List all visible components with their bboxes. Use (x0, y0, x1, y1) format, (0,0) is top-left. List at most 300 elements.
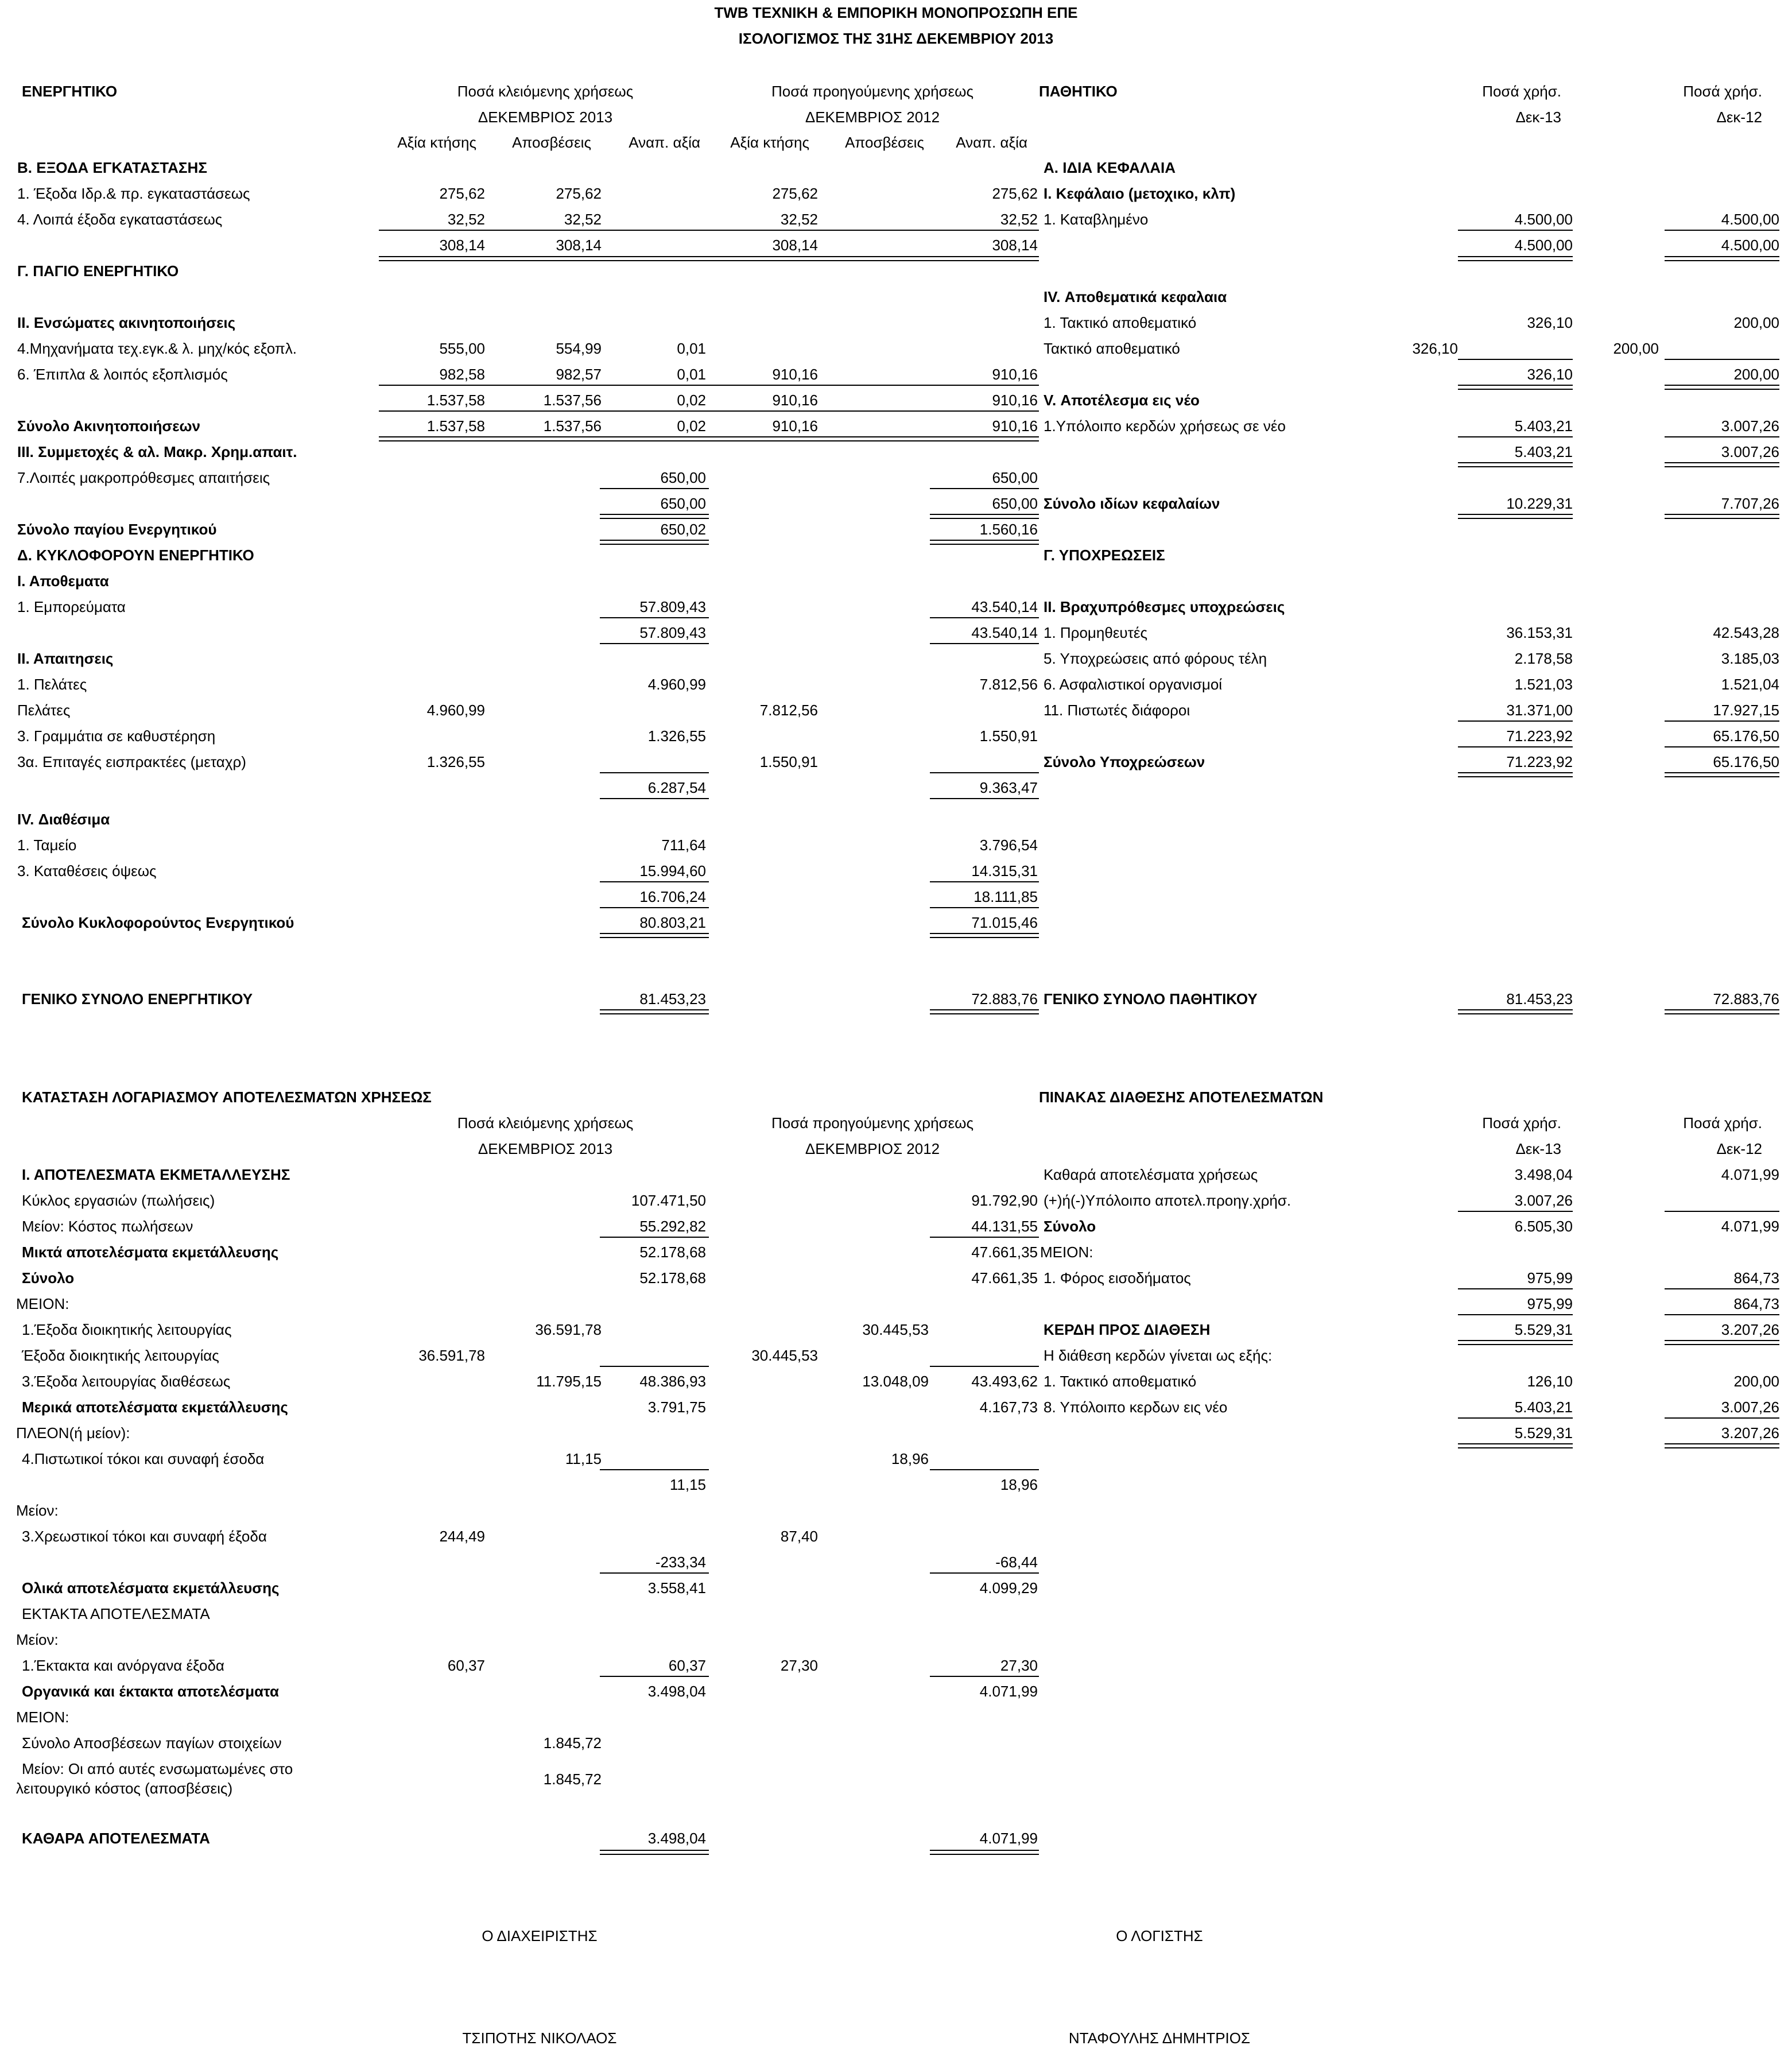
asset-value: 4.960,99 (647, 676, 706, 693)
asset-row-label: 3. Καταθέσεις όψεως (17, 862, 157, 880)
rule (600, 881, 709, 882)
rule (930, 1572, 1039, 1574)
dist-previous-period: Ποσά χρήσ. (1683, 1114, 1762, 1132)
rule (1458, 436, 1573, 437)
pl-value: 60,37 (668, 1657, 706, 1674)
pl-value: 13.048,09 (862, 1373, 929, 1390)
asset-row-label: 4.Μηχανήματα τεχ.εγκ.& λ. μηχ/κός εξοπλ. (17, 340, 297, 357)
liability-row-label: Σύνολο ιδίων κεφαλαίων (1044, 495, 1220, 512)
pl-value: -233,34 (655, 1554, 706, 1571)
asset-value: 1.537,58 (426, 417, 485, 435)
rule (930, 1237, 1039, 1238)
liability-previous-value: 17.927,15 (1713, 702, 1779, 719)
liability-inner-current-value: 326,10 (1412, 340, 1458, 357)
rule (600, 1366, 709, 1367)
pl-value: 30.445,53 (862, 1321, 929, 1338)
asset-row-label: ΙΙΙ. Συμμετοχές & αλ. Μακρ. Χρημ.απαιτ. (17, 443, 297, 460)
double-rule (1458, 1443, 1573, 1448)
rule (600, 1237, 709, 1238)
rule (930, 1469, 1039, 1470)
assets-current-year: ΔΕΚΕΜΒΡΙΟΣ 2013 (478, 109, 613, 126)
pl-row-label: Μικτά αποτελέσματα εκμετάλλευσης (22, 1244, 279, 1261)
rule (930, 1676, 1039, 1677)
pl-row-label: ΜΕΙΟΝ: (16, 1709, 69, 1726)
liability-row-label: 5. Υποχρεώσεις από φόρους τέλη (1044, 650, 1267, 667)
liability-row-label: Σύνολο Υποχρεώσεων (1044, 753, 1205, 770)
double-rule (1458, 256, 1573, 261)
double-rule (1665, 1009, 1779, 1014)
dist-previous-value: 3.207,26 (1721, 1424, 1779, 1442)
rule (1458, 1314, 1573, 1315)
pl-value: 3.791,75 (647, 1399, 706, 1416)
pl-row-label: Έξοδα διοικητικής λειτουργίας (22, 1347, 219, 1364)
pl-row-label-cont: λειτουργικό κόστος (αποσβέσεις) (16, 1780, 233, 1797)
pl-value: 36.591,78 (535, 1321, 602, 1338)
asset-row-label: Γ. ΠΑΓΙΟ ΕΝΕΡΓΗΤΙΚΟ (17, 262, 179, 280)
liab-previous-period: Ποσά χρήσ. (1683, 83, 1762, 100)
liability-current-value: 1.521,03 (1514, 676, 1573, 693)
asset-value: 32,52 (564, 211, 602, 228)
asset-value: 7.812,56 (759, 702, 818, 719)
assets-previous-year: ΔΕΚΕΜΒΡΙΟΣ 2012 (805, 109, 940, 126)
rule (600, 1676, 709, 1677)
accountant-name: ΝΤΑΦΟΥΛΗΣ ΔΗΜΗΤΡΙΟΣ (1068, 2029, 1251, 2047)
col-header-depreciation-prev: Αποσβέσεις (845, 134, 924, 151)
pl-row-label: Σύνολο (22, 1269, 75, 1287)
rule (600, 798, 709, 799)
liability-current-value: 31.371,00 (1506, 702, 1573, 719)
liability-row-label: 6. Ασφαλιστικοί οργανισμοί (1044, 676, 1223, 693)
asset-row-label: Β. ΕΞΟΔΑ ΕΓΚΑΤΑΣΤΑΣΗΣ (17, 159, 207, 176)
pl-row-label: ΠΛΕΟΝ(ή μείον): (16, 1424, 130, 1442)
liability-current-value: 36.153,31 (1506, 624, 1573, 641)
asset-value: 15.994,60 (639, 862, 706, 880)
liability-previous-value: 4.500,00 (1721, 211, 1779, 228)
asset-value: 71.015,46 (971, 914, 1038, 931)
liability-row-label: Α. ΙΔΙΑ ΚΕΦΑΛΑΙΑ (1044, 159, 1176, 176)
asset-value: 982,57 (556, 366, 602, 383)
asset-value: 910,16 (992, 392, 1038, 409)
pl-value: 36.591,78 (418, 1347, 485, 1364)
asset-value: 910,16 (772, 366, 818, 383)
pl-value: 47.661,35 (971, 1269, 1038, 1287)
rule (600, 772, 709, 773)
liability-previous-value: 42.543,28 (1713, 624, 1779, 641)
asset-value: 43.540,14 (971, 598, 1038, 615)
company-name: TWB ΤΕΧΝΙΚΗ & ΕΜΠΟΡΙΚΗ ΜΟΝΟΠΡΟΣΩΠΗ ΕΠΕ (714, 4, 1078, 21)
asset-value: 910,16 (992, 417, 1038, 435)
asset-value: 4.960,99 (426, 702, 485, 719)
liability-current-value: 10.229,31 (1506, 495, 1573, 512)
asset-row-label: 1. Έξοδα Ιδρ.& πρ. εγκαταστάσεως (17, 185, 250, 202)
pl-value: 11.795,15 (536, 1373, 602, 1390)
document-title: ΙΣΟΛΟΓΙΣΜΟΣ ΤΗΣ 31ΗΣ ΔΕΚΕΜΒΡΙΟΥ 2013 (738, 30, 1054, 47)
pl-previous-year: ΔΕΚΕΜΒΡΙΟΣ 2012 (805, 1140, 940, 1157)
dist-current-value: 5.529,31 (1514, 1424, 1573, 1442)
pl-value: 4.071,99 (979, 1683, 1038, 1700)
dist-current-year: Δεκ-13 (1515, 1140, 1561, 1157)
liability-current-value: 326,10 (1527, 314, 1573, 331)
asset-value: 80.803,21 (639, 914, 706, 931)
pl-row-label: 3.Έξοδα λειτουργίας διαθέσεως (22, 1373, 231, 1390)
liability-inner-previous-value: 200,00 (1613, 340, 1659, 357)
liability-current-value: 5.403,21 (1514, 443, 1573, 460)
liability-row-label: ΙΙ. Βραχυπρόθεσμες υποχρεώσεις (1044, 598, 1285, 615)
asset-value: 275,62 (992, 185, 1038, 202)
dist-row-label: Σύνολο (1044, 1218, 1096, 1235)
double-rule (1458, 1009, 1573, 1014)
liability-current-value: 4.500,00 (1514, 237, 1573, 254)
dist-row-label: 1. Φόρος εισοδήματος (1044, 1269, 1191, 1287)
asset-value: 18.111,85 (973, 888, 1038, 905)
dist-current-value: 5.529,31 (1514, 1321, 1573, 1338)
dist-row-label: ΚΕΡΔΗ ΠΡΟΣ ΔΙΑΘΕΣΗ (1044, 1321, 1211, 1338)
rule (379, 385, 1039, 386)
double-rule (1665, 1340, 1779, 1345)
pl-value: 18,96 (1000, 1476, 1038, 1493)
dist-current-period: Ποσά χρήσ. (1482, 1114, 1561, 1132)
col-header-acquisition-prev: Αξία κτήσης (730, 134, 809, 151)
pl-row-label: Οργανικά και έκτακτα αποτελέσματα (22, 1683, 280, 1700)
asset-value: 32,52 (447, 211, 485, 228)
rule (1458, 720, 1573, 722)
rule (930, 617, 1039, 618)
asset-value: 982,58 (439, 366, 485, 383)
dist-current-value: 3.007,26 (1514, 1192, 1573, 1209)
liability-row-label: ΓΕΝΙΚΟ ΣΥΝΟΛΟ ΠΑΘΗΤΙΚΟΥ (1044, 990, 1258, 1008)
liability-previous-value: 4.500,00 (1721, 237, 1779, 254)
asset-value: 910,16 (772, 392, 818, 409)
liability-previous-value: 65.176,50 (1713, 753, 1779, 770)
asset-value: 43.540,14 (971, 624, 1038, 641)
liability-row-label: IV. Αποθεματικά κεφαλαια (1044, 288, 1227, 305)
liability-row-label: 1. Προμηθευτές (1044, 624, 1148, 641)
pl-value: 55.292,82 (639, 1218, 706, 1235)
dist-previous-value: 3.007,26 (1721, 1399, 1779, 1416)
asset-value: 1.537,56 (543, 417, 602, 435)
double-rule (600, 1009, 709, 1014)
dist-row-label: (+)ή(-)Υπόλοιπο αποτελ.προηγ.χρήσ. (1044, 1192, 1291, 1209)
double-rule (930, 540, 1039, 545)
pl-previous-period: Ποσά προηγούμενης χρήσεως (771, 1114, 973, 1132)
rule (1458, 1211, 1573, 1212)
asset-value: 81.453,23 (639, 990, 706, 1008)
dist-row-label: Καθαρά αποτελέσματα χρήσεως (1044, 1166, 1258, 1183)
double-rule (600, 1850, 709, 1855)
asset-row-label: Ι. Αποθεματα (17, 572, 109, 590)
rule (600, 1469, 709, 1470)
asset-value: 555,00 (439, 340, 485, 357)
manager-title: Ο ΔΙΑΧΕΙΡΙΣΤΗΣ (482, 1927, 598, 1944)
asset-value: 308,14 (992, 237, 1038, 254)
col-header-depreciation: Αποσβέσεις (512, 134, 591, 151)
asset-value: 6.287,54 (647, 779, 706, 796)
asset-value: 72.883,76 (971, 990, 1038, 1008)
dist-current-value: 975,99 (1527, 1269, 1573, 1287)
asset-value: 308,14 (772, 237, 818, 254)
asset-row-label: Δ. ΚΥΚΛΟΦΟΡΟΥΝ ΕΝΕΡΓΗΤΙΚΟ (17, 547, 254, 564)
pl-row-label: Κύκλος εργασιών (πωλήσεις) (22, 1192, 215, 1209)
rule (930, 1366, 1039, 1367)
asset-row-label: Πελάτες (17, 702, 71, 719)
pl-value: 91.792,90 (971, 1192, 1038, 1209)
double-rule (930, 1009, 1039, 1014)
asset-value: 0,01 (677, 366, 706, 383)
asset-value: 32,52 (1000, 211, 1038, 228)
pl-row-label: Μείον: (16, 1502, 59, 1519)
liability-row-label: 1. Τακτικό αποθεματικό (1044, 314, 1197, 331)
liabilities-title: ΠΑΘΗΤΙΚΟ (1039, 83, 1118, 100)
rule (930, 488, 1039, 489)
liability-current-value: 4.500,00 (1514, 211, 1573, 228)
dist-previous-value: 3.207,26 (1721, 1321, 1779, 1338)
asset-row-label: 4. Λοιπά έξοδα εγκαταστάσεως (17, 211, 223, 228)
double-rule (1665, 385, 1779, 390)
double-rule (600, 540, 709, 545)
dist-current-value: 975,99 (1527, 1295, 1573, 1312)
pl-value: 48.386,93 (639, 1373, 706, 1390)
rule (379, 410, 1039, 412)
asset-value: 275,62 (556, 185, 602, 202)
asset-row-label: 1. Ταμείο (17, 836, 77, 854)
col-header-net-value: Αναπ. αξία (629, 134, 700, 151)
asset-value: 554,99 (556, 340, 602, 357)
rule (1665, 746, 1779, 747)
double-rule (600, 514, 709, 519)
rule (600, 907, 709, 908)
manager-name: ΤΣΙΠΟΤΗΣ ΝΙΚΟΛΑΟΣ (462, 2029, 617, 2047)
asset-value: 1.550,91 (759, 753, 818, 770)
rule (1458, 746, 1573, 747)
liability-current-value: 81.453,23 (1506, 990, 1573, 1008)
pl-value: 43.493,62 (971, 1373, 1038, 1390)
asset-value: 650,00 (992, 495, 1038, 512)
asset-value: 711,64 (661, 836, 706, 854)
liab-previous-year: Δεκ-12 (1716, 109, 1762, 126)
liability-previous-value: 1.521,04 (1721, 676, 1779, 693)
asset-row-label: Σύνολο Κυκλοφορούντος Ενεργητικού (22, 914, 294, 931)
liability-row-label: Ι. Κεφάλαιο (μετοχικο, κλπ) (1044, 185, 1236, 202)
asset-value: 3.796,54 (979, 836, 1038, 854)
pl-value: 4.099,29 (979, 1579, 1038, 1597)
pl-row-label: Μείον: Κόστος πωλήσεων (22, 1218, 193, 1235)
liab-current-period: Ποσά χρήσ. (1482, 83, 1561, 100)
asset-value: 650,00 (660, 469, 706, 486)
dist-previous-value: 200,00 (1733, 1373, 1779, 1390)
rule (600, 643, 709, 644)
pl-row-label: Μείον: Οι από αυτές ενσωματωμένες στο (22, 1760, 293, 1777)
asset-value: 57.809,43 (639, 624, 706, 641)
rule (600, 488, 709, 489)
dist-previous-year: Δεκ-12 (1716, 1140, 1762, 1157)
asset-value: 14.315,31 (971, 862, 1038, 880)
liability-previous-value: 7.707,26 (1721, 495, 1779, 512)
asset-row-label: ΙΙ. Απαιτησεις (17, 650, 114, 667)
pl-value: 4.071,99 (979, 1830, 1038, 1847)
asset-row-label: ΙΙ. Ενσώματες ακινητοποιήσεις (17, 314, 236, 331)
rule (1665, 230, 1779, 231)
double-rule (379, 436, 1039, 441)
pl-value: 52.178,68 (639, 1269, 706, 1287)
double-rule (1665, 772, 1779, 777)
double-rule (1665, 256, 1779, 261)
double-rule (930, 933, 1039, 938)
dist-row-label: 1. Τακτικό αποθεματικό (1044, 1373, 1197, 1390)
double-rule (930, 1850, 1039, 1855)
liability-row-label: 11. Πιστωτές διάφοροι (1044, 702, 1190, 719)
asset-value: 57.809,43 (639, 598, 706, 615)
asset-value: 0,02 (677, 417, 706, 435)
rule (1665, 1417, 1779, 1419)
liability-current-value: 71.223,92 (1506, 753, 1573, 770)
rule (930, 907, 1039, 908)
liab-current-year: Δεκ-13 (1515, 109, 1561, 126)
asset-value: 650,02 (660, 521, 706, 538)
asset-value: 650,00 (992, 469, 1038, 486)
pl-value: 1.845,72 (543, 1734, 602, 1752)
pl-row-label: 1.Έκτακτα και ανόργανα έξοδα (22, 1657, 224, 1674)
rule (930, 772, 1039, 773)
rule (379, 230, 1039, 231)
pl-row-label: Μερικά αποτελέσματα εκμετάλλευσης (22, 1399, 288, 1416)
double-rule (379, 256, 1039, 261)
pl-row-label: 3.Χρεωστικοί τόκοι και συναφή έξοδα (22, 1528, 267, 1545)
liability-row-label: Γ. ΥΠΟΧΡΕΩΣΕΙΣ (1044, 547, 1165, 564)
pl-value: 27,30 (780, 1657, 818, 1674)
asset-value: 1.537,56 (543, 392, 602, 409)
asset-value: 275,62 (439, 185, 485, 202)
double-rule (1458, 514, 1573, 519)
liability-previous-value: 3.007,26 (1721, 443, 1779, 460)
rule (1665, 1211, 1779, 1212)
asset-row-label: 3α. Επιταγές εισπρακτέες (μεταχρ) (17, 753, 246, 770)
double-rule (930, 514, 1039, 519)
pl-row-label: 1.Έξοδα διοικητικής λειτουργίας (22, 1321, 232, 1338)
dist-row-label: 8. Υπόλοιπο κερδων εις νέο (1044, 1399, 1228, 1416)
asset-row-label: ΓΕΝΙΚΟ ΣΥΝΟΛΟ ΕΝΕΡΓΗΤΙΚΟΥ (22, 990, 253, 1008)
assets-title: ΕΝΕΡΓΗΤΙΚΟ (22, 83, 118, 100)
pl-value: 4.167,73 (979, 1399, 1038, 1416)
rule (930, 643, 1039, 644)
pl-value: 60,37 (447, 1657, 485, 1674)
pl-row-label: Ι. ΑΠΟΤΕΛΕΣΜΑΤΑ ΕΚΜΕΤΑΛΛΕΥΣΗΣ (22, 1166, 290, 1183)
asset-row-label: 7.Λοιπές μακροπρόθεσμες απαιτήσεις (17, 469, 270, 486)
assets-previous-period: Ποσά προηγούμενης χρήσεως (771, 83, 973, 100)
pl-value: 11,15 (565, 1450, 602, 1467)
liability-previous-value: 3.185,03 (1721, 650, 1779, 667)
double-rule (600, 933, 709, 938)
asset-value: 0,01 (677, 340, 706, 357)
pl-current-year: ΔΕΚΕΜΒΡΙΟΣ 2013 (478, 1140, 613, 1157)
double-rule (1458, 462, 1573, 467)
pl-value: 87,40 (780, 1528, 818, 1545)
asset-row-label: 6. Έπιπλα & λοιπός εξοπλισμός (17, 366, 228, 383)
pl-current-period: Ποσά κλειόμενης χρήσεως (457, 1114, 634, 1132)
liability-previous-value: 72.883,76 (1713, 990, 1779, 1008)
rule (1665, 359, 1779, 360)
asset-value: 650,00 (660, 495, 706, 512)
rule (1458, 230, 1573, 231)
asset-value: 7.812,56 (979, 676, 1038, 693)
dist-row-label: Η διάθεση κερδών γίνεται ως εξής: (1044, 1347, 1273, 1364)
asset-row-label: Σύνολο παγίου Ενεργητικού (17, 521, 217, 538)
pl-value: 1.845,72 (543, 1771, 602, 1788)
asset-value: 275,62 (772, 185, 818, 202)
asset-value: 308,14 (439, 237, 485, 254)
pl-row-label: ΚΑΘΑΡΑ ΑΠΟΤΕΛΕΣΜΑΤΑ (22, 1830, 210, 1847)
pl-row-label: Μείον: (16, 1631, 59, 1648)
rule (1665, 720, 1779, 722)
asset-row-label: 1. Εμπορεύματα (17, 598, 126, 615)
pl-value: 3.558,41 (647, 1579, 706, 1597)
dist-previous-value: 864,73 (1733, 1295, 1779, 1312)
double-rule (1458, 772, 1573, 777)
dist-current-value: 126,10 (1527, 1373, 1573, 1390)
liability-row-label: 1. Καταβλημένο (1044, 211, 1149, 228)
rule (1458, 1288, 1573, 1289)
asset-row-label: ΙV. Διαθέσιμα (17, 811, 110, 828)
double-rule (1458, 1340, 1573, 1345)
pl-value: 18,96 (891, 1450, 929, 1467)
asset-row-label: 1. Πελάτες (17, 676, 87, 693)
pl-title: ΚΑΤΑΣΤΑΣΗ ΛΟΓΑΡΙΑΣΜΟΥ ΑΠΟΤΕΛΕΣΜΑΤΩΝ ΧΡΗΣΕΩΣ (22, 1088, 432, 1106)
pl-row-label: Σύνολο Αποσβέσεων παγίων στοιχείων (22, 1734, 282, 1752)
dist-row-label: ΜΕΙΟΝ: (1040, 1244, 1093, 1261)
col-header-acquisition: Αξία κτήσης (397, 134, 476, 151)
asset-value: 910,16 (992, 366, 1038, 383)
asset-row-label: Σύνολο Ακινητοποιήσεων (17, 417, 200, 435)
liability-previous-value: 200,00 (1733, 314, 1779, 331)
liability-previous-value: 3.007,26 (1721, 417, 1779, 435)
asset-value: 1.560,16 (979, 521, 1038, 538)
rule (1665, 1314, 1779, 1315)
pl-row-label: ΕΚΤΑΚΤΑ ΑΠΟΤΕΛΕΣΜΑΤΑ (22, 1605, 210, 1622)
rule (930, 881, 1039, 882)
liability-previous-value: 65.176,50 (1713, 727, 1779, 745)
dist-previous-value: 864,73 (1733, 1269, 1779, 1287)
liability-current-value: 326,10 (1527, 366, 1573, 383)
pl-value: 3.498,04 (647, 1830, 706, 1847)
double-rule (1458, 385, 1573, 390)
double-rule (1665, 514, 1779, 519)
dist-current-value: 6.505,30 (1514, 1218, 1573, 1235)
distribution-title: ΠΙΝΑΚΑΣ ΔΙΑΘΕΣΗΣ ΑΠΟΤΕΛΕΣΜΑΤΩΝ (1039, 1088, 1324, 1106)
liability-previous-value: 200,00 (1733, 366, 1779, 383)
pl-value: 44.131,55 (971, 1218, 1038, 1235)
rule (1665, 436, 1779, 437)
pl-value: -68,44 (995, 1554, 1038, 1571)
asset-value: 308,14 (556, 237, 602, 254)
dist-previous-value: 4.071,99 (1721, 1166, 1779, 1183)
pl-value: 27,30 (1000, 1657, 1038, 1674)
dist-previous-value: 4.071,99 (1721, 1218, 1779, 1235)
asset-row-label: 3. Γραμμάτια σε καθυστέρηση (17, 727, 216, 745)
accountant-title: Ο ΛΟΓΙΣΤΗΣ (1116, 1927, 1203, 1944)
liability-current-value: 5.403,21 (1514, 417, 1573, 435)
rule (930, 798, 1039, 799)
pl-value: 244,49 (439, 1528, 485, 1545)
assets-current-period: Ποσά κλειόμενης χρήσεως (457, 83, 634, 100)
rule (600, 1572, 709, 1574)
rule (1458, 359, 1573, 360)
liability-row-label: 1.Υπόλοιπο κερδών χρήσεως σε νέο (1044, 417, 1286, 435)
rule (600, 617, 709, 618)
double-rule (1665, 462, 1779, 467)
pl-value: 107.471,50 (631, 1192, 706, 1209)
asset-value: 16.706,24 (639, 888, 706, 905)
liability-current-value: 71.223,92 (1506, 727, 1573, 745)
pl-row-label: ΜΕΙΟΝ: (16, 1295, 69, 1312)
